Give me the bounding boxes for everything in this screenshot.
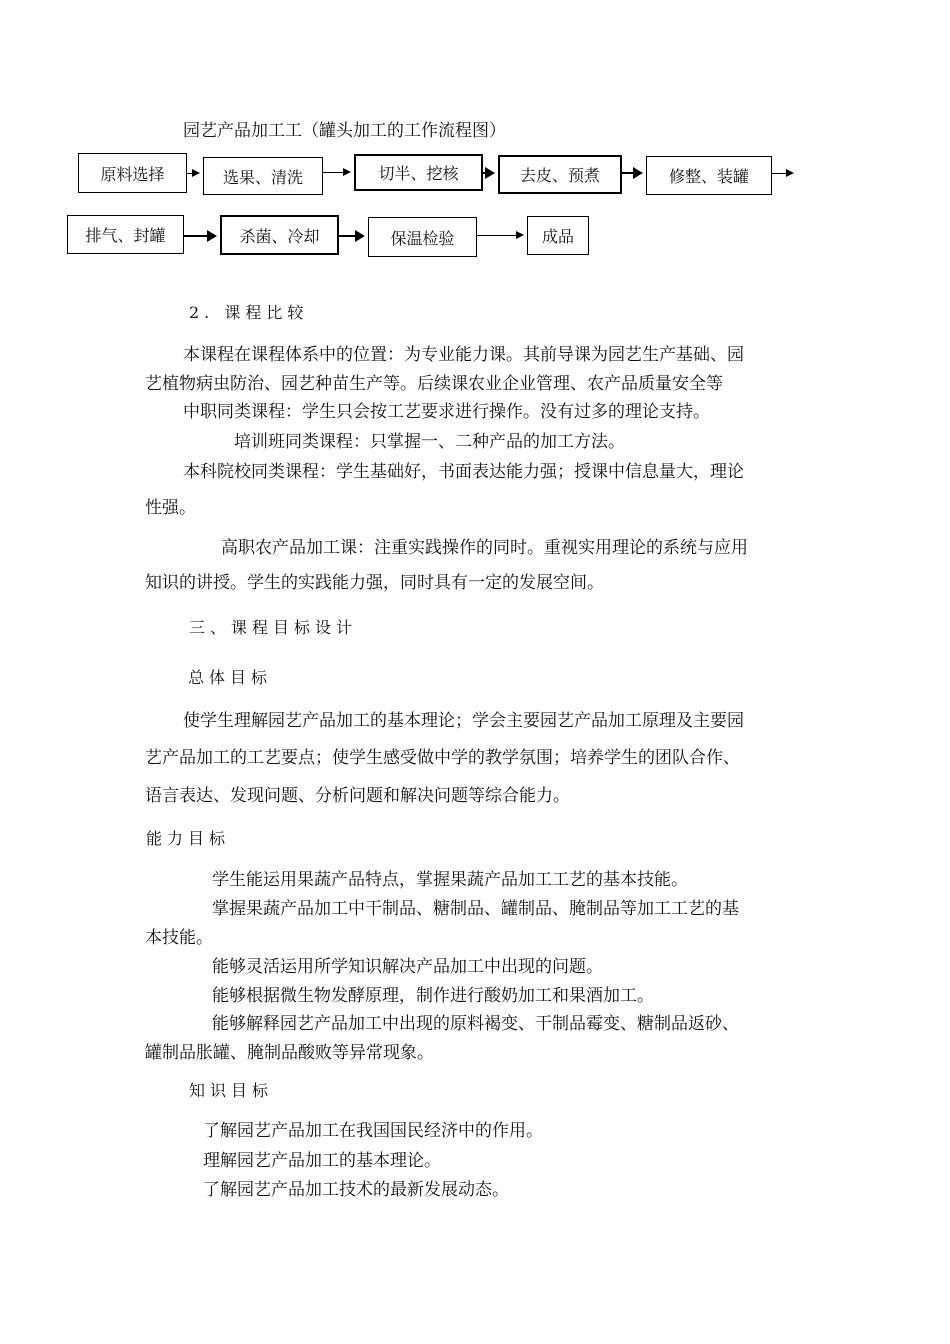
paragraph-line: 知识的讲授。学生的实践能力强，同时具有一定的发展空间。 <box>145 573 604 593</box>
paragraph-line: 性强。 <box>145 498 196 518</box>
flow-arrow <box>772 173 792 174</box>
paragraph-line: 高职农产品加工课：注重实践操作的同时。重视实用理论的系统与应用 <box>221 538 748 558</box>
step-incubation-inspection: 保温检验 <box>368 217 477 257</box>
section-heading-course-comparison: 2. 课程比较 <box>189 303 309 322</box>
paragraph-line: 中职同类课程：学生只会按工艺要求进行操作。没有过多的理论支持。 <box>183 402 710 422</box>
step-trim-can: 修整、装罐 <box>646 156 772 195</box>
paragraph-line: 罐制品胀罐、腌制品酸败等异常现象。 <box>145 1043 434 1063</box>
flow-arrow <box>477 235 522 236</box>
flow-arrow <box>184 235 215 237</box>
step-peel-precook: 去皮、预煮 <box>498 155 622 194</box>
paragraph-line: 掌握果蔬产品加工中干制品、糖制品、罐制品、腌制品等加工工艺的基 <box>212 899 739 919</box>
paragraph-line: 能够灵活运用所学知识解决产品加工中出现的问题。 <box>212 957 603 977</box>
step-halve-core: 切半、挖核 <box>354 154 483 191</box>
paragraph-line: 艺植物病虫防治、园艺种苗生产等。后续课农业企业管理、农产品质量安全等 <box>145 374 723 394</box>
flow-arrow <box>187 173 198 174</box>
paragraph-line: 理解园艺产品加工的基本理论。 <box>203 1151 441 1171</box>
flow-arrow <box>323 172 349 173</box>
subheading-ability-goals: 能力目标 <box>146 829 231 848</box>
paragraph-line: 艺产品加工的工艺要点；使学生感受做中学的教学氛围；培养学生的团队合作、 <box>145 748 740 768</box>
step-sort-wash: 选果、清洗 <box>203 157 323 195</box>
paragraph-line: 了解园艺产品加工在我国国民经济中的作用。 <box>203 1121 543 1141</box>
paragraph-line: 本技能。 <box>145 928 213 948</box>
paragraph-line: 学生能运用果蔬产品特点，掌握果蔬产品加工工艺的基本技能。 <box>212 870 688 890</box>
paragraph-line: 培训班同类课程：只掌握一、二种产品的加工方法。 <box>234 432 625 452</box>
paragraph-line: 语言表达、发现问题、分析问题和解决问题等综合能力。 <box>145 786 570 806</box>
flow-arrow <box>622 172 641 174</box>
step-exhaust-seal: 排气、封罐 <box>67 215 184 254</box>
paragraph-line: 能够根据微生物发酵原理，制作进行酸奶加工和果酒加工。 <box>212 986 654 1006</box>
paragraph-line: 使学生理解园艺产品加工的基本理论；学会主要园艺产品加工原理及主要园 <box>183 711 744 731</box>
step-sterilize-cool: 杀菌、冷却 <box>220 215 339 255</box>
paragraph-line: 本课程在课程体系中的位置：为专业能力课。其前导课为园艺生产基础、园 <box>183 345 744 365</box>
flowchart-title: 园艺产品加工工（罐头加工的工作流程图） <box>183 121 506 141</box>
flow-arrow <box>483 172 493 174</box>
paragraph-line: 能够解释园艺产品加工中出现的原料褐变、干制品霉变、糖制品返砂、 <box>212 1014 739 1034</box>
paragraph-line: 本科院校同类课程：学生基础好，书面表达能力强；授课中信息量大，理论 <box>183 462 744 482</box>
section-heading-course-goals: 三、课程目标设计 <box>189 618 358 637</box>
step-finished-product: 成品 <box>527 216 589 255</box>
subheading-knowledge-goals: 知识目标 <box>189 1081 274 1100</box>
subheading-overall-goals: 总体目标 <box>188 668 273 687</box>
step-raw-material-selection: 原料选择 <box>78 153 187 193</box>
paragraph-line: 了解园艺产品加工技术的最新发展动态。 <box>203 1180 509 1200</box>
flow-arrow <box>339 235 363 237</box>
